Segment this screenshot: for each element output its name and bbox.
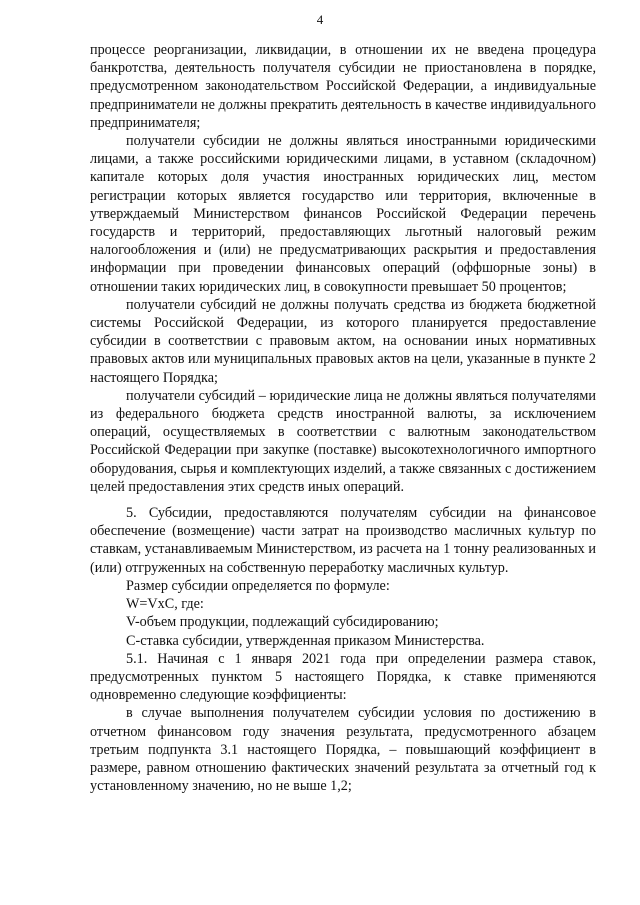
paragraph-budget-funds: получатели субсидий не должны получать средства из бюджета бюджетной системы Российской Федерации, из которого планируется предоставление субсидии в соответствии с правовым актом, на основании иных нормативных правовых актов или муниципальных правовых актов на цели, указанные в пункте 2 настоящего Порядка; — [90, 296, 596, 386]
document-body — [90, 41, 596, 795]
paragraph-foreign-entities: получатели субсидии не должны являться иностранными юридическими лицами, а также российскими юридическими лицами, в уставном (складочном) капитале которых доля участия иностранных юридических лиц, местом регистрации которых является государство или территория, включенные в утверждаемый Министерством финансов Российской Федерации перечень государств и территорий, предоставляющих льготный налоговый режим налогообложения и (или) не предусматривающих раскрытия и предоставления информации при проведении финансовых операций (оффшорные зоны) в отношении таких юридических лиц, в совокупности превышает 50 процентов; — [90, 133, 596, 295]
paragraph-formula-intro: Размер субсидии определяется по формуле: — [126, 577, 390, 594]
formula-variable-c: С-ставка субсидии, утвержденная приказом Министерства. — [126, 632, 485, 649]
paragraph-section-5-1: 5.1. Начиная с 1 января 2021 года при определении размера ставок, предусмотренных пунктом 5 настоящего Порядка, к ставке применяются одновременно следующие коэффициенты: — [90, 650, 596, 704]
paragraph-foreign-currency: получатели субсидий – юридические лица не должны являться получателями из федерального бюджета средств иностранной валюты, за исключением операций, осуществляемых в соответствии с валютным законодательством Российской Федерации при закупке (поставке) высокотехнологичного импортного оборудования, сырья и комплектующих изделий, а также связанных с достижением целей предоставления этих средств иных операций. — [90, 387, 596, 495]
formula-line: W=VxC, где: — [126, 596, 204, 613]
paragraph-increasing-coefficient: в случае выполнения получателем субсидии условия по достижению в отчетном финансовом году значения результата, предусмотренного абзацем третьим подпункта 3.1 настоящего Порядка, – повышающий коэффициент в размере, равном отношению фактических значений результата за отчетный год к установленному значению, но не выше 1,2; — [90, 705, 596, 795]
paragraph-bankruptcy-condition: процессе реорганизации, ликвидации, в отношении их не введена процедура банкротства, деятельность получателя субсидии не приостановлена в порядке, предусмотренном законодательством Российской Федерации, а индивидуальные предприниматели не должны прекратить деятельность в качестве индивидуального предпринимателя; — [90, 42, 596, 131]
formula-variable-v: V-объем продукции, подлежащий субсидированию; — [126, 614, 439, 631]
page-number: 4 — [316, 12, 324, 27]
paragraph-section-5: 5. Субсидии, предоставляются получателям субсидии на финансовое обеспечение (возмещение) части затрат на производство масличных культур по ставкам, устанавливаемым Министерством, из расчета на 1 тонну реализованных и (или) отгруженных на собственную переработку масличных культур. — [90, 505, 596, 576]
